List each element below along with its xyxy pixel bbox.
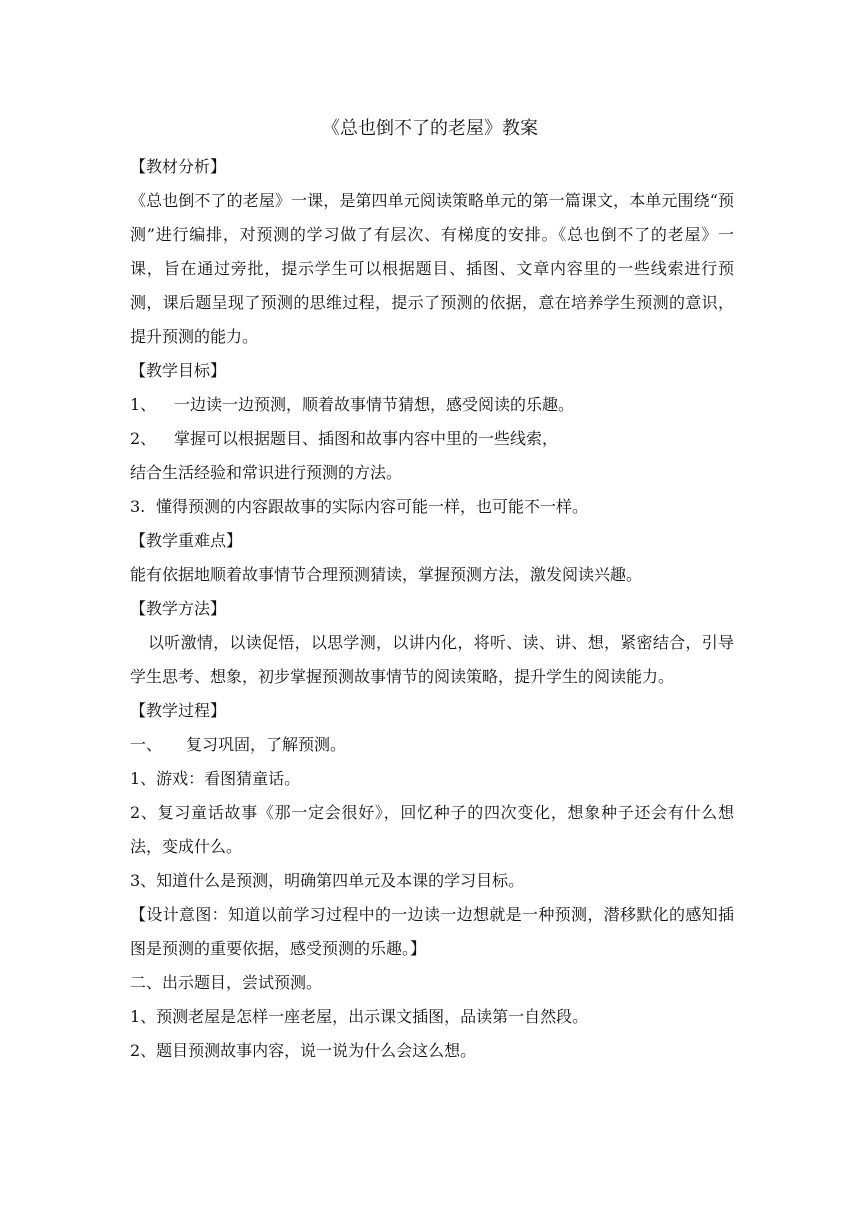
design-intent: 【设计意图：知道以前学习过程中的一边读一边想就是一种预测，潜移默化的感知插图是预测的重要依据，感受预测的乐趣。】 [130,905,734,958]
process-item: 1、预测老屋是怎样一座老屋，出示课文插图，品读第一自然段。 [130,1007,589,1026]
section-heading-materials: 【教材分析】 [130,157,227,176]
process-item: 1、游戏：看图猜童话。 [130,769,301,788]
goal-number: 2、 [130,429,157,448]
document-title: 《总也倒不了的老屋》教案 [322,118,538,139]
step-text: 复习巩固，了解预测。 [186,735,347,754]
goal-item [130,490,734,524]
key-points-paragraph: 能有依据地顺着故事情节合理预测猜读，掌握预测方法，激发阅读兴趣。 [130,565,643,584]
goal-text: 懂得预测的内容跟故事的实际内容可能一样，也可能不一样。 [156,497,589,516]
process-step [130,728,734,762]
section-heading-process: 【教学过程】 [130,701,227,720]
document-body [130,150,734,1068]
process-item: 2、复习童话故事《那一定会很好》，回忆种子的四次变化，想象种子还会有什么想法，变成什么。 [130,803,734,856]
goal-number: 3. [130,497,146,516]
goal-number: 1、 [130,395,157,414]
goal-item [130,388,734,422]
goal-item [130,422,734,456]
materials-paragraph: 《总也倒不了的老屋》一课，是第四单元阅读策略单元的第一篇课文，本单元围绕“预测”进行编排，对预测的学习做了有层次、有梯度的安排。《总也倒不了的老屋》一课，旨在通过旁批，提示学生可以根据题目、插图、文章内容里的一些线索进行预测，课后题呈现了预测的思维过程，提示了预测的依据，意在培养学生预测的意识，提升预测的能力。 [130,191,734,346]
section-heading-goals: 【教学目标】 [130,361,227,380]
process-item: 2、题目预测故事内容，说一说为什么会这么想。 [130,1041,477,1060]
goal-item-continued: 结合生活经验和常识进行预测的方法。 [130,463,403,482]
process-item: 3、知道什么是预测，明确第四单元及本课的学习目标。 [130,871,525,890]
section-heading-methods: 【教学方法】 [130,599,227,618]
step-number: 一、 [130,735,163,754]
section-heading-key-points: 【教学重难点】 [130,531,243,550]
goal-text: 掌握可以根据题目、插图和故事内容中里的一些线索， [174,429,559,448]
goal-text: 一边读一边预测，顺着故事情节猜想，感受阅读的乐趣。 [174,395,575,414]
methods-paragraph: 以听激情，以读促悟，以思学测，以讲内化，将听、读、讲、想，紧密结合，引导学生思考、想象，初步掌握预测故事情节的阅读策略，提升学生的阅读能力。 [130,633,734,686]
process-step: 二、出示题目，尝试预测。 [130,973,323,992]
